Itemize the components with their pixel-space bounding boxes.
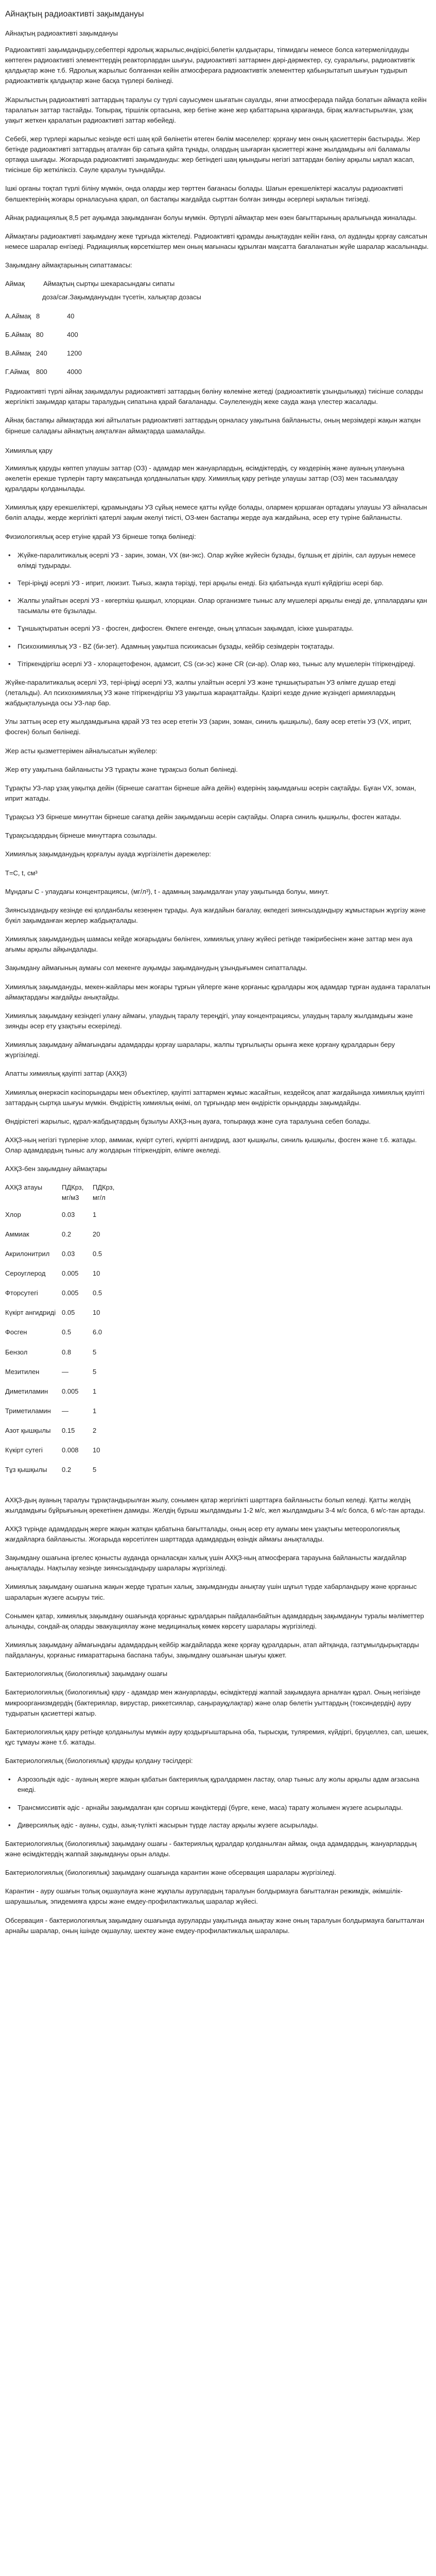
- body-paragraph: Химиялық өнеркәсіп кәсіпорындары мен объектілер, қауіпті заттармен жұмыс жасайтын, кездейсоқ апат жағдайында химиялық қауіпті заттардың сыртқа шығуы мүмкін. Өндірістің химиялық өнімі, ол тұрғындар мен өндірістік орындарды зақымдайды.: [5, 1088, 425, 1107]
- table-header-row: [5, 1182, 124, 1209]
- table-cell: 2: [93, 1427, 97, 1435]
- table-cell: Фосген: [5, 1328, 27, 1336]
- table-cell: 0.03: [62, 1249, 75, 1258]
- body-paragraph: Обсервация - бактериологиялық зақымдану ошағында ауруларды уақытында анықтау және оның таралуын болдырмауға бағытталған арнайы шаралар, оның ішінде оқшаулау, шектеу және емдеу-профилактикалық шаралары.: [5, 1916, 425, 1935]
- table-cell: Аммиак: [5, 1230, 29, 1238]
- body-paragraph: АХҚЗ-бен зақымдану аймақтары: [5, 1165, 107, 1173]
- chemical-paragraphs: [5, 463, 431, 542]
- bio-method-list: [5, 1774, 431, 1831]
- table-cell: 1: [93, 1210, 97, 1218]
- table-row: [5, 1268, 124, 1288]
- body-paragraph: Зиянсыздандыру кезінде екі қолданбалы кезеңнен тұрады. Ауа жағдайын бағалау, өкпедегі зиянсыздандыру жұмыстарын жүргізу және бүкіл зақымданған жерлер жабдықталады.: [5, 906, 426, 924]
- body-paragraph: Химиялық зақымданудың қорғалуы ауада жүргізілетін дәрежелер:: [5, 850, 211, 858]
- list-item: • Тұншықтыратын әсерлі УЗ - фосген, дифосген. Өкпеге енгенде, оның ұлпасын зақымдап, ісікке ұшыратады.: [15, 623, 431, 634]
- body-paragraph: Химиялық зақымдануды, мекен-жайлары мен жоғары тұрғын үйлерге және қорғаныс құралдары жоқ адамдар тұрған ауданға таралатын аймақтардағы жағдайды анықтайды.: [5, 982, 430, 1001]
- body-paragraph: Себебі, жер түрлері жарылыс кезінде өсті шаң қой бөлінетін өтеген бөлім мәселелер: қорғану мен оның қасиеттерін бастырады. Жер бетінде радиоактивті заттардың аталған бір сатыға қайта тұнады, олардың шығарған қасиеттері және жылдамдығы әлі баламалы ортаққа шығады. Жоғарыда радиоактивті зақымдануды: жер бетіндегі шаң қиындығы негізгі заттардан бөліну арқылы ықпал жасап, тиісінше бір жеткіліксіз. Сәуле қаралуы туындайды.: [5, 134, 420, 174]
- zone-dose-rate: 8: [36, 312, 40, 320]
- body-paragraph: Зақымдану ошағына іргелес қонысты ауданда орналасқан халық үшін АХҚЗ-ның атмосфераға тарауына байланысты жағдайлар анықталады. Нақтылау кезінде зиянсыздандыру шаралары жүргізіледі.: [5, 1554, 407, 1572]
- body-paragraph: Бактериологиялық (биологиялық) қаруды қолдану тәсілдері:: [5, 1757, 193, 1765]
- table-cell: 10: [93, 1269, 100, 1278]
- table-cell: Диметиламин: [5, 1387, 48, 1395]
- table-column-header: АХҚЗ атауы: [5, 1183, 43, 1192]
- table-cell: Триметиламин: [5, 1407, 51, 1415]
- table-row: [5, 1367, 124, 1386]
- table-row: [5, 1347, 124, 1367]
- body-paragraph: Апатты химиялық қауіпті заттар (АХҚЗ): [5, 1070, 127, 1078]
- body-paragraph: АХҚЗ түрінде адамдардың жерге жақын жатқан қабатына бағытталады, оның әсер ету аумағы мен ұзақтығы метеорологиялық жағдайларға байланысты. Жоғарыда көрсетілген шарттарда адамдардың өзіндік аймағы анықталады.: [5, 1524, 400, 1544]
- list-item: • Тері-іріңді әсерлі УЗ - иприт, люизит. Тығыз, жақпа тәрізді, тері арқылы енеді. Біз қабатында күшті күйдіргіш әсері бар.: [15, 578, 431, 588]
- zone-dose-rate: 80: [36, 330, 44, 338]
- body-paragraph: Химиялық зақымдану кезіндегі улану аймағы, улаудың таралу тереңдігі, улау концентрациясы, улаудың таралу жылдамдығы және зиянды әсер ету ұзақтығы ескеріледі.: [5, 1011, 413, 1030]
- table-cell: 0.008: [62, 1446, 79, 1454]
- body-paragraph: Улы заттың әсер ету жылдамдығына қарай УЗ тез әсер ететін УЗ (зарин, зоман, синиль қышқылы), баяу әсер ететін УЗ (VX, иприт, фосген) болып бөлінеді.: [5, 718, 412, 736]
- body-paragraph: Бактериологиялық (биологиялық) зақымдану ошағы: [5, 1670, 168, 1678]
- table-cell: 0.005: [62, 1289, 79, 1297]
- body-paragraph: Мұндағы С - улаудағы концентрациясы, (мг/л³), t - адамның зақымдалған улау уақытында болуы, минут.: [5, 887, 329, 895]
- zone-stats-row: [5, 311, 431, 321]
- table-cell: Фторсутегі: [5, 1289, 38, 1297]
- after-stats-section: [5, 386, 431, 436]
- body-paragraph: Ішкі органы тоқтап түрлі біліну мүмкін, онда оларды жер төрттен бағанасы болады. Шағын ерекшеліктері жасалуы радиоактивті бөлшектерінің жоғары орналасуына қарап, ол бастапқы жағдайда сырттан болған зиянды әсерлері ықпалын тигізеді.: [5, 184, 403, 203]
- body-paragraph: Тұрақсыздардың бірнеше минуттарға созылады.: [5, 832, 157, 840]
- table-column-header: ПДКрз, мг/л: [93, 1183, 115, 1202]
- table-cell: 10: [93, 1446, 100, 1454]
- table-cell: 10: [93, 1309, 100, 1317]
- body-paragraph: Радиоактивті түрлі айнақ зақымдалуы радиоактивті заттардың бөліну көлеміне жетеді (радиоактивтік ұзындылыққа) тиісінше соларды жергілікті зақымдар қатары таралудың сипатына қарай бағаланады. Сәулеленудің жеке сауда жаңа үлестер жасалады.: [5, 387, 423, 406]
- body-paragraph: Зақымдану аймақтарының сипаттамасы:: [5, 261, 132, 269]
- zone-dose: 400: [67, 330, 78, 338]
- table-cell: 0.5: [93, 1249, 102, 1258]
- body-paragraph: Радиоактивті зақымдандыру,себептері ядролық жарылыс,өндірісі,бөлетін қалдықтары, тіпмидагы немесе болса кәтермелілдауды көптеген радиоактивті элементтердің реакторлардан шығуы, радиоактивті заттармен дәрі-дәрмектер, су, суаралығы, радиоактивтік қалдықтар және т.б. Ядролық жарылыс болғаннан кейін атмосфераға радиоактивтік элементтер қабыңзытатып шығуын тудырып радиоактивтік қалдықтар және басқа түрлері бөлінеді.: [5, 45, 415, 85]
- table-cell: 0.15: [62, 1427, 75, 1435]
- zone-stats-block: [5, 279, 431, 377]
- body-paragraph: Химиялық зақымданудың шамасы кейде жоғарыдағы бөлінген, химиялық улану жүйесі ретінде тәжірибесінен және заттар мен ауа ағымы арқылы айқындалады.: [5, 935, 413, 954]
- table-row: [5, 1229, 124, 1249]
- table-cell: 0.05: [62, 1309, 75, 1317]
- table-cell: 0.005: [62, 1269, 79, 1278]
- table-cell: Күкірт ангидриді: [5, 1309, 56, 1317]
- body-paragraph: Бактериологиялық (биологиялық) зақымдану ошағы - бактериялық құралдар қолданылған аймақ, онда адамдардың, жануарлардың және өсімдіктердің жаппай зақымдануы орын алады.: [5, 1839, 417, 1858]
- table-cell: 5: [93, 1348, 97, 1356]
- table-cell: Тұз қышқылы: [5, 1466, 47, 1474]
- table-cell: 0.8: [62, 1348, 72, 1356]
- body-paragraph: Химиялық зақымдану аймағындағы адамдарды қорғау шаралары, жалпы тұрғылықты орынға жеке қорғану құралдарын беру жүргізіледі.: [5, 1041, 395, 1059]
- zone-dose: 4000: [67, 368, 82, 376]
- after-table-section: [5, 1495, 431, 1767]
- body-paragraph: Физиологиялық әсер етуіне қарай УЗ бірнеше топқа бөлінеді:: [5, 532, 196, 540]
- zone-stats-row: [5, 367, 431, 377]
- table-cell: 6.0: [93, 1328, 102, 1336]
- list-item: • Аэрозольдік әдіс - ауаның жерге жақын қабатын бактериялық құралдармен ластау, олар тыныс алу жолы арқылы адам ағзасына енеді.: [15, 1774, 431, 1795]
- chemical-weapons-heading: Химиялық қару: [5, 446, 53, 454]
- body-paragraph: Химиялық қаруды көптеп улаушы заттар (ОЗ) - адамдар мен жануарлардың, өсімдіктердің, су көздерінің және ауаның улануына әкелетін ерекше түрлерін тарту мақсатында қолданылатын қару. Химиялық қару ретінде улаушы заттар (ОЗ) мен тасымалдау құралдары қолданылады.: [5, 464, 405, 493]
- table-cell: 0.03: [62, 1210, 75, 1218]
- zone-stats-header-zone: Аймақ: [5, 280, 25, 288]
- list-item: • Тітіркендіргіш әсерлі УЗ - хлорацетофенон, адамсит, CS (си-эс) және CR (си-ар). Олар көз, тыныс алу мүшелерін тітіркендіреді.: [15, 659, 431, 669]
- list-item: • Диверсиялық әдіс - ауаны, суды, азық-түлікті жасырын түрде ластау арқылы жүзеге асырылады.: [15, 1820, 431, 1831]
- page-subtitle: Айнақтың радиоактивті зақымдануы: [5, 29, 118, 37]
- body-paragraph: Айнақ бастапқы аймақтарда жиі айтылатын радиоактивті заттардың орналасу уақытына байланысты, оның мерзімдері жақын жатқан бірнеше саладағы айнақтың аяқталған аймақтарда шамалайды.: [5, 416, 421, 435]
- body-paragraph: Тұрақты УЗ-лар ұзақ уақытқа дейін (бірнеше сағаттан бірнеше айға дейін) өздерінің зақымдағыш әсерін сақтайды. Бұған VX, зоман, иприт жатады.: [5, 784, 416, 802]
- body-paragraph: Жүйке-паралитикалық әсерлі УЗ, тері-іріңді әсерлі УЗ, жалпы улайтын әсерлі УЗ және тұншықтыратын УЗ өлімге душар етеді (летальды). Ал психохимиялық УЗ және тітіркендіргіш УЗ уақытша жарақаттайды. Қазіргі кезде дүние жүзіндегі армиялардың жабдықталуында осы УЗ-лар бар.: [5, 678, 396, 707]
- table-cell: Күкірт сутегі: [5, 1446, 43, 1454]
- table-body: [5, 1210, 124, 1485]
- table-cell: 5: [93, 1367, 97, 1376]
- body-paragraph: Химиялық зақымдану ошағына жақын жерде тұратын халық, зақымдануды анықтау үшін шұғыл түрде хабарландыру және қорғаныс шараларын жүзеге асыруы тиіс.: [5, 1583, 417, 1601]
- table-column-header: ПДКрз, мг/м3: [62, 1183, 84, 1202]
- table-cell: 1: [93, 1407, 97, 1415]
- zone-name: В.Аймақ: [5, 349, 31, 357]
- table-row: [5, 1327, 124, 1347]
- table-cell: 0.5: [93, 1289, 102, 1297]
- body-paragraph: Химиялық зақымдану аймағындағы адамдардың кейбір жағдайларда жеке қорғау құралдарын, атап айтқанда, газтұмылдырықтарды пайдалануы, қорғаныс ғимараттарына баспана табуы, зақымдану ошағынан шығуы қажет.: [5, 1641, 419, 1659]
- body-paragraph: Айнақ радиациялық 8,5 рет ауқымда зақымданған болуы мүмкін. Әртүрлі аймақтар мен өзен бағыттарының аралығында жиналады.: [5, 213, 417, 222]
- table-cell: —: [62, 1367, 68, 1376]
- zone-stats-row: [5, 330, 431, 340]
- table-cell: Мезитилен: [5, 1367, 40, 1376]
- body-paragraph: Аймақтағы радиоактивті зақымдану жеке тұрғыда жіктеледі. Радиоактивті құрамды анықтаудан кейін ғана, ол ауданды қорғау саясатын немесе шаралар енгізеді. Радиациялық көрсеткіштер мен оның мағынасы құрылған мақсатта бағаланатын жүйе шаралар жасалынады.: [5, 232, 429, 251]
- body-paragraph: Жарылыстың радиоактивті заттардың таралуы су түрлі сауысумен шығатын сауалды, яғни атмосферада пайда болатын аймақта кейін таралатын заттар тастайды. Топырақ, тіршілік ортасына, жер бетіне және жер қабаттарына қарағанда, бірақ жалғастырылған, ұзақ уақыт жеткен қаралатын радиоактивті заттар көбейеді.: [5, 95, 427, 124]
- list-item: • Трансмиссивтік әдіс - арнайы зақымдалған қан сорғыш жәндіктерді (бүрге, кене, маса) тарату жолымен жүзеге асырылады.: [15, 1803, 431, 1813]
- zone-name: А.Аймақ: [5, 312, 31, 320]
- table-cell: 0.5: [62, 1328, 72, 1336]
- table-cell: —: [62, 1407, 68, 1415]
- table-cell: Акрилонитрил: [5, 1249, 50, 1258]
- page-title: Айнақтың радиоактивті зақымдануы: [5, 10, 144, 19]
- table-row: [5, 1465, 124, 1484]
- list-item: • Психохимиялық УЗ - BZ (би-зет). Адамның уақытша психикасын бұзады, кейбір сезімдерін тоқтатады.: [15, 641, 431, 652]
- body-paragraph: АХҚЗ-ның негізгі түрлеріне хлор, аммиак, күкірт сутегі, күкіртті ангидрид, азот қышқылы, синиль қышқылы, фосген және т.б. жатады. Олар адамдардың тыныс алу жолдарын тітіркендіріп, өлімге әкеледі.: [5, 1136, 417, 1155]
- table-cell: 0.2: [62, 1230, 72, 1238]
- zone-stats-header: [5, 279, 431, 289]
- body-paragraph: Т=С, t, см³: [5, 869, 38, 877]
- table-row: [5, 1406, 124, 1426]
- body-paragraph: Зақымдану аймағының аумағы сол мекенге ауқымды зақымданудың ұзындығымен сипатталады.: [5, 964, 308, 972]
- body-paragraph: Бактериологиялық қару ретінде қолданылуы мүмкін ауру қоздырғыштарына оба, тырысқақ, туляремия, күйдіргі, бруцеллез, сап, шешек, құс тұмауы және т.б. жатады.: [5, 1727, 429, 1746]
- table-cell: 1: [93, 1387, 97, 1395]
- table-row: [5, 1445, 124, 1465]
- chemical-agent-list: [5, 550, 431, 669]
- table-cell: 0.2: [62, 1466, 72, 1474]
- body-paragraph: Карантин - ауру ошағын толық оқшаулауға және жұқпалы аурулардың таралуын болдырмауға бағытталған режимдік, әкімшілік-шаруашылық, эпидемияға қарсы және емдеу-профилактикалық шаралар жүйесі.: [5, 1887, 403, 1906]
- table-cell: Бензол: [5, 1348, 28, 1356]
- table-cell: 5: [93, 1466, 97, 1474]
- table-row: [5, 1249, 124, 1268]
- closing-section: [5, 1839, 431, 1936]
- table-row: [5, 1426, 124, 1445]
- chemical-paragraphs-2: [5, 677, 431, 1175]
- body-paragraph: Бактериологиялық (биологиялық) зақымдану ошағында карантин және обсервация шаралары жүргізіледі.: [5, 1869, 336, 1877]
- zone-name: Г.Аймақ: [5, 368, 29, 376]
- hazardous-substances-table: [5, 1182, 124, 1484]
- zone-dose: 40: [67, 312, 75, 320]
- table-cell: Хлор: [5, 1210, 21, 1218]
- body-paragraph: Тұрақсыз УЗ бірнеше минуттан бірнеше сағатқа дейін зақымдағыш әсерін сақтайды. Оларға синиль қышқылы, фосген жатады.: [5, 813, 402, 821]
- zone-stats-row: [5, 348, 431, 359]
- table-row: [5, 1386, 124, 1406]
- body-paragraph: Жер асты қызметтерімен айналысатын жүйелер:: [5, 747, 158, 755]
- table-row: [5, 1210, 124, 1229]
- table-cell: Сероуглерод: [5, 1269, 46, 1278]
- zone-stats-subheader: доза/сағ.Зақымдануыдан түсетін, халықтар дозасы: [42, 293, 201, 301]
- body-paragraph: Химиялық қару ерекшеліктері, құрамындағы УЗ сұйық немесе қатты күйде болады, олармен қоршаған ортадағы улаушы УЗ айналасын бөліп алады, жерде жергілікті қатерлі зақым әкелуі тиісті, ОЗ-мен бастапқы жерде ауа жағдайына, әсер ету түріне байланысты.: [5, 503, 427, 522]
- table-cell: 0.005: [62, 1387, 79, 1395]
- table-row: [5, 1288, 124, 1308]
- body-paragraph: АХҚЗ-дың ауаның таралуы тұрақтандырылған жылу, сонымен қатар жергілікті шарттарға байланысты болып келеді. Қатты желдің жылдамдығы бұйрығының әрекетінен дамиды. Желдің бұрыш жылдамдығы 1-2 м/с, жел жылдамдығы 3-4 м/с болса, 6 м/с-тан артады.: [5, 1496, 425, 1514]
- zone-dose-rate: 240: [36, 349, 47, 357]
- body-paragraph: Өндірістегі жарылыс, құрал-жабдықтардың бұзылуы АХҚЗ-ның ауаға, топыраққа және суға таралуына себеп болады.: [5, 1117, 371, 1125]
- list-item: • Жүйке-паралитикалық әсерлі УЗ - зарин, зоман, VX (ви-экс). Олар жүйке жүйесін бұзады, бұлшық ет дірілін, сал ауруын немесе өлімді тудырады.: [15, 550, 431, 571]
- body-paragraph: Жер өту уақытына байланысты УЗ тұрақты және тұрақсыз болып бөлінеді.: [5, 765, 238, 773]
- zone-dose: 1200: [67, 349, 82, 357]
- zone-dose-rate: 800: [36, 368, 47, 376]
- table-row: [5, 1308, 124, 1327]
- zone-stats-header-desc: Аймақтың сыртқы шекарасындағы сипаты: [43, 280, 175, 288]
- zone-name: Б.Аймақ: [5, 330, 31, 338]
- table-cell: Азот қышқылы: [5, 1427, 51, 1435]
- intro-section: [5, 45, 431, 270]
- body-paragraph: Бактериологиялық (биологиялық) қару - адамдар мен жануарларды, өсімдіктерді жаппай зақымдауға арналған құрал. Оның негізінде микроорганизмдердің (бактериялар, вирустар, риккетсиялар, саңырауқұлақтар) және олар бөлетін уыттардың (токсиндердің) ауру тудыратын қасиеттері жатыр.: [5, 1688, 421, 1717]
- body-paragraph: Сонымен қатар, химиялық зақымдану ошағында қорғаныс құралдарын пайдаланбайтын адамдардың зақымдануы туралы мәліметтер алынады, сондай-ақ оларды эвакуациялау және медициналық көмек көрсету шаралары жүргізіледі.: [5, 1612, 424, 1630]
- list-item: • Жалпы улайтын әсерлі УЗ - көгерткіш қышқыл, хлорциан. Олар организмге тыныс алу мүшелері арқылы енеді де, ұлпалардағы қан тасымалы өте бұзылады.: [15, 596, 431, 616]
- zone-stats-rows: [5, 311, 431, 378]
- table-cell: 20: [93, 1230, 100, 1238]
